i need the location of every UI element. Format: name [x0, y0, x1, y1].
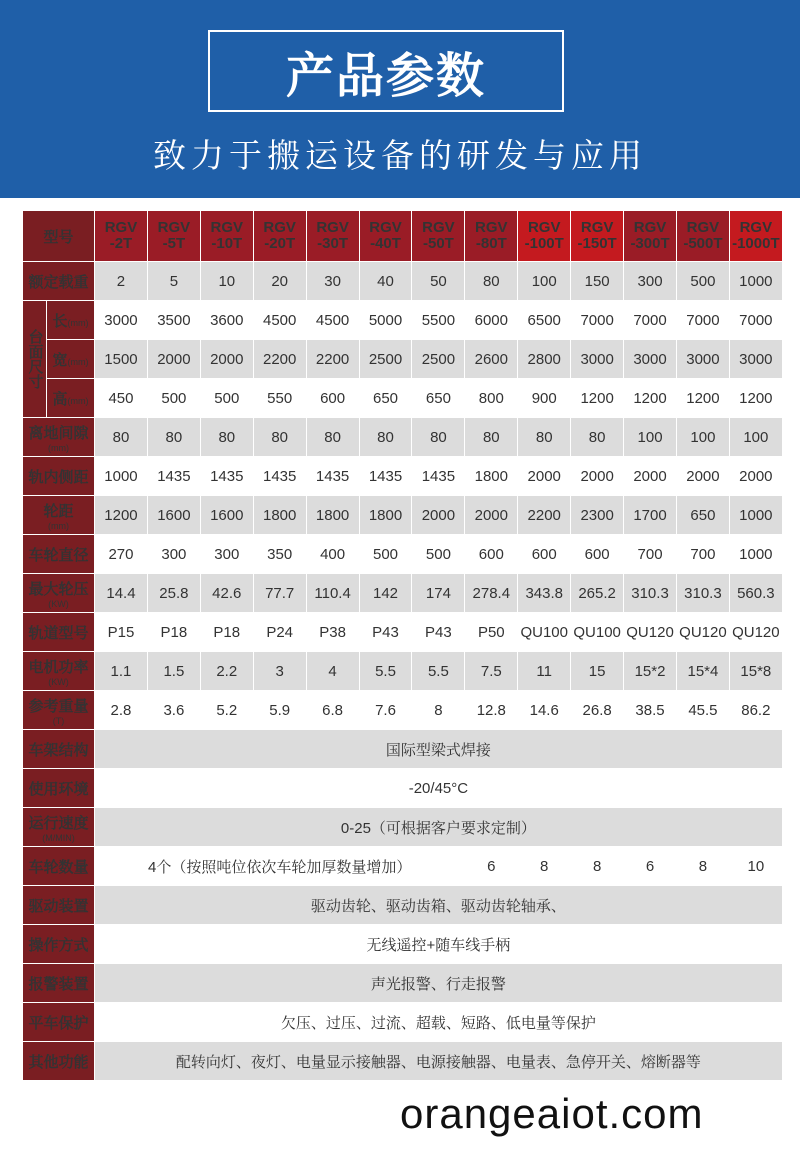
value-cell: 7000: [624, 301, 677, 340]
label-text: 电机功率: [28, 658, 89, 676]
value-cell: 2000: [412, 496, 465, 535]
wheel-diameter-label: [23, 535, 95, 574]
value-cell: 6500: [518, 301, 571, 340]
value-cell: 80: [95, 418, 148, 457]
value-cell: 800: [465, 379, 518, 418]
value-cell: 6.8: [306, 691, 359, 730]
max-wheel-pressure-row: [23, 574, 783, 613]
value-cell: 8: [412, 691, 465, 730]
table-size-height-row: [23, 379, 783, 418]
value-cell: 300: [147, 535, 200, 574]
model-header-cell: RGV -150T: [571, 211, 624, 262]
value-cell: 30: [306, 262, 359, 301]
value-cell: 2: [95, 262, 148, 301]
brand-url: orangeaiot.com: [400, 1090, 704, 1137]
wheelbase-label: [23, 496, 95, 535]
ref-weight-row: [23, 691, 783, 730]
value-cell: QU120: [676, 613, 729, 652]
value-cell: 6: [624, 847, 677, 886]
value-cell: 14.4: [95, 574, 148, 613]
alarm-row: [23, 964, 783, 1003]
model-header-cell: RGV -30T: [306, 211, 359, 262]
value-cell: P18: [200, 613, 253, 652]
label-text: 车架结构: [28, 741, 89, 759]
value-cell: 2200: [253, 340, 306, 379]
value-cell: 560.3: [729, 574, 782, 613]
value-cell: 3000: [729, 340, 782, 379]
page-subtitle: 致力于搬运设备的研发与应用: [153, 136, 647, 175]
value-cell: 7000: [676, 301, 729, 340]
value-cell: 3000: [624, 340, 677, 379]
label-text: 最大轮压: [28, 580, 89, 598]
value-cell: P38: [306, 613, 359, 652]
value-cell: 2300: [571, 496, 624, 535]
value-cell: 350: [253, 535, 306, 574]
value-cell: 1200: [624, 379, 677, 418]
value-cell: 1000: [729, 262, 782, 301]
value-cell: 8: [571, 847, 624, 886]
label-unit: (mm): [67, 317, 89, 328]
value-cell: 15*4: [676, 652, 729, 691]
label-text: 车轮数量: [28, 858, 89, 876]
value-cell: -20/45°C: [95, 769, 783, 808]
value-cell: 3: [253, 652, 306, 691]
value-cell: 2000: [571, 457, 624, 496]
value-cell: 0-25（可根据客户要求定制）: [95, 808, 783, 847]
label-text: 车轮直径: [28, 546, 89, 564]
value-cell: 无线遥控+随车线手柄: [95, 925, 783, 964]
value-cell: 1435: [412, 457, 465, 496]
value-cell: 2.8: [95, 691, 148, 730]
drive-label: [23, 886, 95, 925]
value-cell: 4个（按照吨位依次车轮加厚数量增加）: [95, 847, 465, 886]
value-cell: 7.5: [465, 652, 518, 691]
value-cell: 1000: [729, 535, 782, 574]
value-cell: 500: [147, 379, 200, 418]
value-cell: 5000: [359, 301, 412, 340]
value-cell: 100: [518, 262, 571, 301]
value-cell: 45.5: [676, 691, 729, 730]
model-header-cell: RGV -2T: [95, 211, 148, 262]
label-text: 离地间隙: [28, 424, 89, 442]
value-cell: 4500: [306, 301, 359, 340]
label-text: 轨道型号: [28, 624, 89, 642]
label-text: 参考重量: [28, 697, 89, 715]
label-unit: (mm): [48, 442, 69, 453]
value-cell: 7000: [729, 301, 782, 340]
wheelbase-row: [23, 496, 783, 535]
value-cell: 2500: [412, 340, 465, 379]
value-cell: QU100: [571, 613, 624, 652]
value-cell: 42.6: [200, 574, 253, 613]
value-cell: 5.9: [253, 691, 306, 730]
value-cell: 1200: [729, 379, 782, 418]
ref-weight-label: [23, 691, 95, 730]
value-cell: 500: [412, 535, 465, 574]
label-text: 额定载重: [28, 273, 89, 291]
label-text: 报警装置: [28, 975, 89, 993]
value-cell: 15*2: [624, 652, 677, 691]
value-cell: 2500: [359, 340, 412, 379]
value-cell: QU120: [729, 613, 782, 652]
label-unit: (M/MIN): [42, 832, 75, 843]
dimension-label: [47, 301, 95, 340]
value-cell: P43: [359, 613, 412, 652]
speed-label: [23, 808, 95, 847]
ground-clearance-row: [23, 418, 783, 457]
value-cell: 20: [253, 262, 306, 301]
value-cell: 600: [465, 535, 518, 574]
value-cell: 8: [518, 847, 571, 886]
value-cell: 80: [518, 418, 571, 457]
value-cell: 80: [412, 418, 465, 457]
value-cell: 600: [306, 379, 359, 418]
value-cell: 550: [253, 379, 306, 418]
value-cell: 12.8: [465, 691, 518, 730]
value-cell: 278.4: [465, 574, 518, 613]
value-cell: 1800: [253, 496, 306, 535]
value-cell: 310.3: [676, 574, 729, 613]
value-cell: P18: [147, 613, 200, 652]
label-text: 操作方式: [28, 936, 89, 954]
value-cell: 1200: [571, 379, 624, 418]
label-text: 使用环境: [28, 780, 89, 798]
value-cell: 700: [676, 535, 729, 574]
value-cell: 8: [676, 847, 729, 886]
other-label: [23, 1042, 95, 1081]
value-cell: 700: [624, 535, 677, 574]
label-unit: (KW): [48, 598, 69, 609]
value-cell: 15*8: [729, 652, 782, 691]
value-cell: 1.5: [147, 652, 200, 691]
value-cell: 6: [465, 847, 518, 886]
wheel-count-row: [23, 847, 783, 886]
value-cell: 5500: [412, 301, 465, 340]
label-unit: (KW): [48, 676, 69, 687]
value-cell: 100: [624, 418, 677, 457]
protection-row: [23, 1003, 783, 1042]
drive-row: [23, 886, 783, 925]
other-row: [23, 1042, 783, 1081]
value-cell: 3600: [200, 301, 253, 340]
value-cell: 3.6: [147, 691, 200, 730]
alarm-label: [23, 964, 95, 1003]
value-cell: 80: [571, 418, 624, 457]
max-wheel-pressure-label: [23, 574, 95, 613]
value-cell: 2000: [147, 340, 200, 379]
rail-type-row: [23, 613, 783, 652]
model-header-cell: RGV -20T: [253, 211, 306, 262]
operation-label: [23, 925, 95, 964]
value-cell: 500: [676, 262, 729, 301]
value-cell: 1435: [253, 457, 306, 496]
value-cell: 1000: [95, 457, 148, 496]
track-gauge-label: [23, 457, 95, 496]
value-cell: 80: [465, 418, 518, 457]
model-header-cell: RGV -300T: [624, 211, 677, 262]
label-text: 轮距: [43, 502, 74, 520]
value-cell: 1800: [465, 457, 518, 496]
value-cell: 3000: [95, 301, 148, 340]
model-header-cell: RGV -40T: [359, 211, 412, 262]
value-cell: 300: [624, 262, 677, 301]
value-cell: 欠压、过压、过流、超载、短路、低电量等保护: [95, 1003, 783, 1042]
value-cell: 25.8: [147, 574, 200, 613]
value-cell: 5.2: [200, 691, 253, 730]
value-cell: 300: [200, 535, 253, 574]
value-cell: 驱动齿轮、驱动齿箱、驱动齿轮轴承、: [95, 886, 783, 925]
model-header-cell: RGV -500T: [676, 211, 729, 262]
value-cell: 100: [729, 418, 782, 457]
spec-table: [22, 210, 783, 1081]
label-unit: (T): [52, 715, 65, 726]
value-cell: 38.5: [624, 691, 677, 730]
value-cell: 2000: [465, 496, 518, 535]
value-cell: 650: [676, 496, 729, 535]
table-size-width-row: [23, 340, 783, 379]
value-cell: 2800: [518, 340, 571, 379]
value-cell: P43: [412, 613, 465, 652]
label-unit: (mm): [67, 356, 89, 367]
label-text: 运行速度: [28, 814, 89, 832]
value-cell: 1200: [676, 379, 729, 418]
page-title: 产品参数: [208, 30, 564, 112]
model-header-cell: RGV -50T: [412, 211, 465, 262]
value-cell: 600: [571, 535, 624, 574]
rail-type-label: [23, 613, 95, 652]
value-cell: 5.5: [412, 652, 465, 691]
value-cell: 174: [412, 574, 465, 613]
page-header: [0, 0, 800, 198]
value-cell: 40: [359, 262, 412, 301]
value-cell: 650: [359, 379, 412, 418]
value-cell: 7000: [571, 301, 624, 340]
value-cell: 3000: [676, 340, 729, 379]
protection-label: [23, 1003, 95, 1042]
value-cell: 1435: [359, 457, 412, 496]
value-cell: 500: [359, 535, 412, 574]
value-cell: P24: [253, 613, 306, 652]
model-header-cell: RGV -80T: [465, 211, 518, 262]
value-cell: 6000: [465, 301, 518, 340]
value-cell: 1435: [147, 457, 200, 496]
dimension-label: [47, 340, 95, 379]
value-cell: QU120: [624, 613, 677, 652]
rated-load-row: [23, 262, 783, 301]
wheel-diameter-row: [23, 535, 783, 574]
label-text: 宽: [52, 351, 68, 369]
value-cell: 500: [200, 379, 253, 418]
value-cell: 270: [95, 535, 148, 574]
label-text: 高: [52, 390, 68, 408]
value-cell: P15: [95, 613, 148, 652]
value-cell: 1600: [200, 496, 253, 535]
value-cell: 5.5: [359, 652, 412, 691]
value-cell: 15: [571, 652, 624, 691]
value-cell: 10: [200, 262, 253, 301]
ground-clearance-label: [23, 418, 95, 457]
value-cell: 国际型梁式焊接: [95, 730, 783, 769]
label-text: 其他功能: [28, 1053, 89, 1071]
label-text: 长: [52, 312, 68, 330]
value-cell: 1800: [306, 496, 359, 535]
value-cell: 5: [147, 262, 200, 301]
value-cell: 1600: [147, 496, 200, 535]
motor-power-label: [23, 652, 95, 691]
value-cell: 100: [676, 418, 729, 457]
value-cell: 1700: [624, 496, 677, 535]
value-cell: 80: [253, 418, 306, 457]
value-cell: 450: [95, 379, 148, 418]
value-cell: 3000: [571, 340, 624, 379]
label-unit: (mm): [48, 520, 69, 531]
label-unit: (mm): [67, 395, 89, 406]
value-cell: 11: [518, 652, 571, 691]
value-cell: 14.6: [518, 691, 571, 730]
value-cell: 2000: [200, 340, 253, 379]
label-text: 平车保护: [28, 1014, 89, 1032]
value-cell: 80: [200, 418, 253, 457]
value-cell: 77.7: [253, 574, 306, 613]
model-header-cell: RGV -10T: [200, 211, 253, 262]
value-cell: 80: [147, 418, 200, 457]
value-cell: 1435: [306, 457, 359, 496]
value-cell: 265.2: [571, 574, 624, 613]
value-cell: 1800: [359, 496, 412, 535]
value-cell: 2.2: [200, 652, 253, 691]
value-cell: 50: [412, 262, 465, 301]
model-header-cell: RGV -1000T: [729, 211, 782, 262]
value-cell: 400: [306, 535, 359, 574]
value-cell: 2000: [729, 457, 782, 496]
frame-row: [23, 730, 783, 769]
value-cell: 2000: [624, 457, 677, 496]
motor-power-row: [23, 652, 783, 691]
value-cell: 3500: [147, 301, 200, 340]
wheel-count-label: [23, 847, 95, 886]
model-label: 型号: [23, 211, 95, 262]
value-cell: 7.6: [359, 691, 412, 730]
value-cell: 80: [465, 262, 518, 301]
value-cell: 1200: [95, 496, 148, 535]
value-cell: 1435: [200, 457, 253, 496]
label-text: 轨内侧距: [28, 468, 89, 486]
value-cell: P50: [465, 613, 518, 652]
table-size-label: 台面尺寸: [23, 301, 47, 418]
value-cell: 600: [518, 535, 571, 574]
value-cell: 2200: [306, 340, 359, 379]
environment-row: [23, 769, 783, 808]
model-header-cell: RGV -100T: [518, 211, 571, 262]
value-cell: 900: [518, 379, 571, 418]
value-cell: 配转向灯、夜灯、电量显示接触器、电源接触器、电量表、急停开关、熔断器等: [95, 1042, 783, 1081]
value-cell: 2600: [465, 340, 518, 379]
value-cell: 4500: [253, 301, 306, 340]
value-cell: QU100: [518, 613, 571, 652]
value-cell: 声光报警、行走报警: [95, 964, 783, 1003]
value-cell: 1.1: [95, 652, 148, 691]
value-cell: 2200: [518, 496, 571, 535]
operation-row: [23, 925, 783, 964]
value-cell: 310.3: [624, 574, 677, 613]
label-text: 驱动装置: [28, 897, 89, 915]
value-cell: 150: [571, 262, 624, 301]
value-cell: 10: [729, 847, 782, 886]
environment-label: [23, 769, 95, 808]
value-cell: 80: [359, 418, 412, 457]
value-cell: 1500: [95, 340, 148, 379]
value-cell: 2000: [676, 457, 729, 496]
value-cell: 26.8: [571, 691, 624, 730]
value-cell: 2000: [518, 457, 571, 496]
value-cell: 80: [306, 418, 359, 457]
frame-label: [23, 730, 95, 769]
rated-load-label: [23, 262, 95, 301]
value-cell: 4: [306, 652, 359, 691]
value-cell: 86.2: [729, 691, 782, 730]
value-cell: 650: [412, 379, 465, 418]
speed-row: [23, 808, 783, 847]
model-row: [23, 211, 783, 262]
dimension-label: [47, 379, 95, 418]
value-cell: 1000: [729, 496, 782, 535]
value-cell: 110.4: [306, 574, 359, 613]
model-header-cell: RGV -5T: [147, 211, 200, 262]
value-cell: 142: [359, 574, 412, 613]
track-gauge-row: [23, 457, 783, 496]
table-size-length-row: [23, 301, 783, 340]
value-cell: 343.8: [518, 574, 571, 613]
